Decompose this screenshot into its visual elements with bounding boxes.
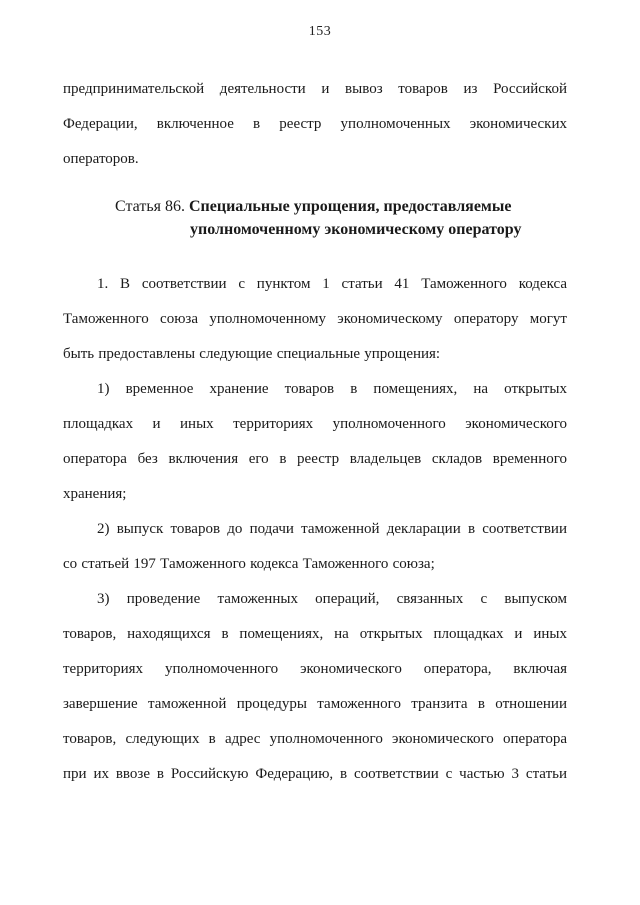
text-line: предпринимательской деятельности и вывоз товаров из Российской [63,81,567,97]
text-line: площадках и иных территориях уполномоченного экономического [63,416,567,432]
text-line: 2) выпуск товаров до подачи таможенной декларации в соответствии [97,521,567,537]
text-line: оператора без включения его в реестр владельцев складов временного [63,451,567,467]
text-line: 1) временное хранение товаров в помещениях, на открытых [97,381,567,397]
article-title-part-1: Специальные упрощения, предоставляемые [188,198,512,215]
page-content [63,72,567,792]
text-line: 3) проведение таможенных операций, связанных с выпуском [97,591,567,607]
text-line: быть предоставлены следующие специальные упрощения: [63,346,441,362]
paragraph-list-item-1 [63,372,567,512]
paragraph-list-item-3 [63,582,567,792]
article-heading-line-1 [115,195,567,218]
text-line: хранения; [63,486,127,502]
text-line: 1. В соответствии с пунктом 1 статьи 41 Таможенного кодекса [97,276,567,292]
article-heading-line-2: уполномоченному экономическому оператору [190,221,522,238]
paragraph-list-item-2 [63,512,567,582]
text-line: товаров, находящихся в помещениях, на открытых площадках и иных [63,626,567,642]
text-line: со статьей 197 Таможенного кодекса Таможенного союза; [63,556,435,572]
text-line: территориях уполномоченного экономического оператора, включая [63,661,567,677]
text-line: завершение таможенной процедуры таможенного транзита в отношении [63,696,567,712]
text-line: Таможенного союза уполномоченному экономическому оператору могут [63,311,567,327]
article-number-label: Статья 86. [115,198,185,215]
article-heading [63,195,567,241]
page-number: 153 [308,24,332,39]
paragraph-continuation [63,72,567,177]
paragraph-1 [63,267,567,372]
text-line: товаров, следующих в адрес уполномоченного экономического оператора [63,731,567,747]
text-line: Федерации, включенное в реестр уполномоченных экономических [63,116,567,132]
text-line: операторов. [63,151,139,167]
text-line: при их ввозе в Российскую Федерацию, в соответствии с частью 3 статьи [63,766,567,782]
